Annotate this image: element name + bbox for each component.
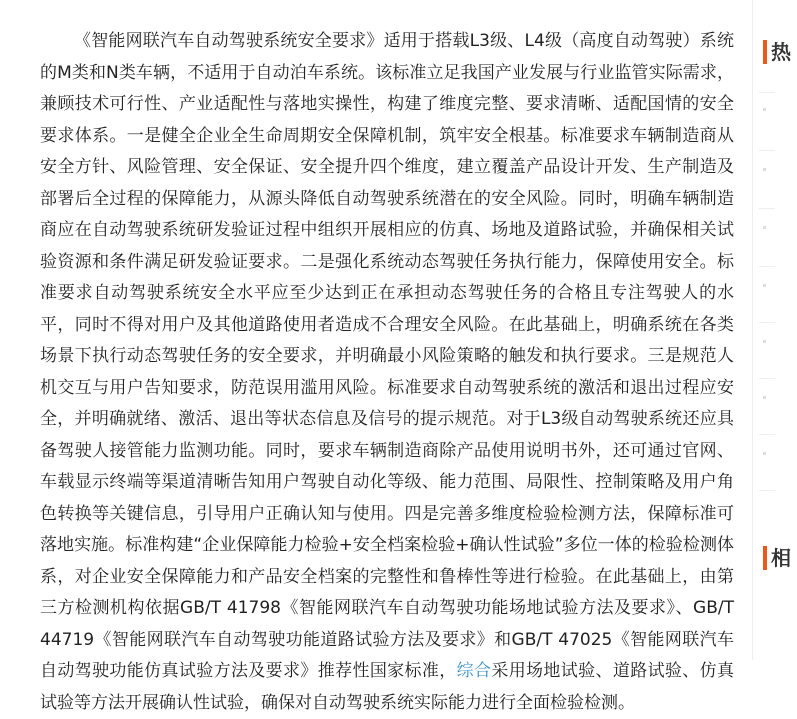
sidebar-list-marker[interactable] xyxy=(763,168,766,171)
sidebar-divider xyxy=(759,150,775,151)
sidebar-list-marker[interactable] xyxy=(763,284,766,287)
article-body xyxy=(40,26,734,719)
paragraph-tail: 采用场地试验、道路试验、仿真试验等方法开展确认性试验，确保对自动驾驶系统实际能力进行全面检验检测。 xyxy=(40,661,735,713)
article-paragraph xyxy=(40,26,734,719)
sidebar-divider xyxy=(759,322,775,323)
sidebar-divider xyxy=(759,208,775,209)
inline-link[interactable]: 综合 xyxy=(456,661,492,681)
right-sidebar xyxy=(752,0,791,660)
sidebar-list-marker[interactable] xyxy=(763,396,766,399)
sidebar-list-marker[interactable] xyxy=(763,340,766,343)
sidebar-divider xyxy=(759,490,775,491)
paragraph-text: 《智能网联汽车自动驾驶系统安全要求》适用于搭载L3级、L4级（高度自动驾驶）系统的M类和N类车辆，不适用于自动泊车系统。该标准立足我国产业发展与行业监管实际需求，兼顾技术可行性、产业适配性与落地实操性，构建了维度完整、要求清晰、适配国情的安全要求体系。一是健全企业全生命周期安全保障机制，筑牢安全根基。标准要求车辆制造商从安全方针、风险管理、安全保证、安全提升四个维度，建立覆盖产品设计开发、生产制造及部署后全过程的保障能力，从源头降低自动驾驶系统潜在的安全风险。同时，明确车辆制造商应在自动驾驶系统研发验证过程中组织开展相应的仿真、场地及道路试验，并确保相关试验资源和条件满足研发验证要求。二是强化系统动态驾驶任务执行能力，保障使用安全。标准要求自动驾驶系统安全水平应至少达到正在承担动态驾驶任务的合格且专注驾驶人的水平，同时不得对用户及其他道路使用者造成不合理安全风险。在此基础上，明确系统在各类场景下执行动态驾驶任务的安全要求，并明确最小风险策略的触发和执行要求。三是规范人机交互与用户告知要求，防范误用滥用风险。标准要求自动驾驶系统的激活和退出过程应安全，并明确就绪、激活、退出等状态信息及信号的提示规范。对于L3级自动驾驶系统还应具备驾驶人接管能力监测功能。同时，要求车辆制造商除产品使用说明书外，还可通过官网、车载显示终端等渠道清晰告知用户驾驶自动化等级、能力范围、局限性、控制策略及用户角色转换等关键信息，引导用户正确认知与使用。四是完善多维度检验检测方法，保障标准可落地实施。标准构建“企业保障能力检验+安全档案检验+确认性试验”多位一体的检验检测体系，对企业安全保障能力和产品安全档案的完整性和鲁棒性等进行检验。在此基础上，由第三方检测机构依据GB/T 41798《智能网联汽车自动驾驶功能场地试验方法及要求》、GB/T 44719《智能网联汽车自动驾驶功能道路试验方法及要求》和GB/T 47025《智能网联汽车自动驾驶功能仿真试验方法及要求》推荐性国家标准， xyxy=(40,31,734,681)
sidebar-heading-bottom: 相 xyxy=(763,546,797,570)
sidebar-divider xyxy=(759,434,775,435)
sidebar-heading-top: 热 xyxy=(763,40,797,64)
sidebar-divider xyxy=(759,378,775,379)
sidebar-divider xyxy=(759,266,775,267)
sidebar-list-marker[interactable] xyxy=(763,452,766,455)
sidebar-list-marker[interactable] xyxy=(763,108,766,111)
sidebar-divider xyxy=(759,92,775,93)
sidebar-list-marker[interactable] xyxy=(763,226,766,229)
